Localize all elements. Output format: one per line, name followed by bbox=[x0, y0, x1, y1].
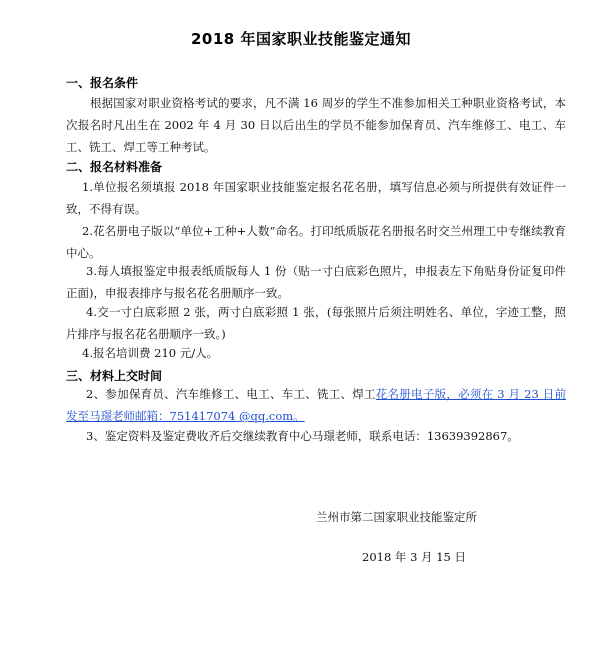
materials-item-4: 4.交一寸白底彩照 2 张，两寸白底彩照 1 张，(每张照片后须注明姓名、单位，字迹工整，照片排序与报名花名册顺序一致。) bbox=[66, 305, 566, 341]
section-heading-deadline: 三、材料上交时间 bbox=[66, 369, 163, 383]
requirements-paragraph: 根据国家对职业资格考试的要求，凡不满 16 周岁的学生不准参加相关工种职业资格考试，本次报名时凡出生在 2002 年 4 月 30 日以后出生的学员不能参加保育员、汽车维修工、电工、车工、铣工、焊工等工种考试。 bbox=[66, 96, 566, 154]
email-link[interactable]: 花名册电子版，必须在 3 月 23 日前发至马璟老师邮箱：751417074 @qq.com。 bbox=[66, 387, 566, 423]
section-heading-requirements: 一、报名条件 bbox=[66, 76, 139, 90]
signature-date: 2018 年 3 月 15 日 bbox=[362, 550, 466, 564]
materials-item-5: 4.报名培训费 210 元/人。 bbox=[82, 346, 219, 360]
section-heading-materials: 二、报名材料准备 bbox=[66, 160, 163, 174]
deadline-item-3: 3、鉴定资料及鉴定费收齐后交继续教育中心马璟老师，联系电话：13639392867。 bbox=[86, 429, 519, 443]
document-title: 2018 年国家职业技能鉴定通知 bbox=[191, 30, 411, 48]
materials-item-3: 3.每人填报鉴定申报表纸质版每人 1 份（贴一寸白底彩色照片，申报表左下角贴身份证复印件正面)，申报表排序与报名花名册顺序一致。 bbox=[66, 264, 566, 300]
deadline-item-2-text: 2、参加保育员、汽车维修工、电工、车工、铣工、焊工 bbox=[86, 387, 376, 401]
materials-item-1: 1.单位报名须填报 2018 年国家职业技能鉴定报名花名册，填写信息必须与所提供有效证件一致，不得有误。 bbox=[66, 180, 566, 216]
deadline-item-2 bbox=[66, 383, 566, 427]
materials-item-2: 2.花名册电子版以“单位+工种+人数”命名。打印纸质版花名册报名时交兰州理工中专继续教育中心。 bbox=[66, 224, 566, 260]
signature-organization: 兰州市第二国家职业技能鉴定所 bbox=[316, 510, 477, 524]
